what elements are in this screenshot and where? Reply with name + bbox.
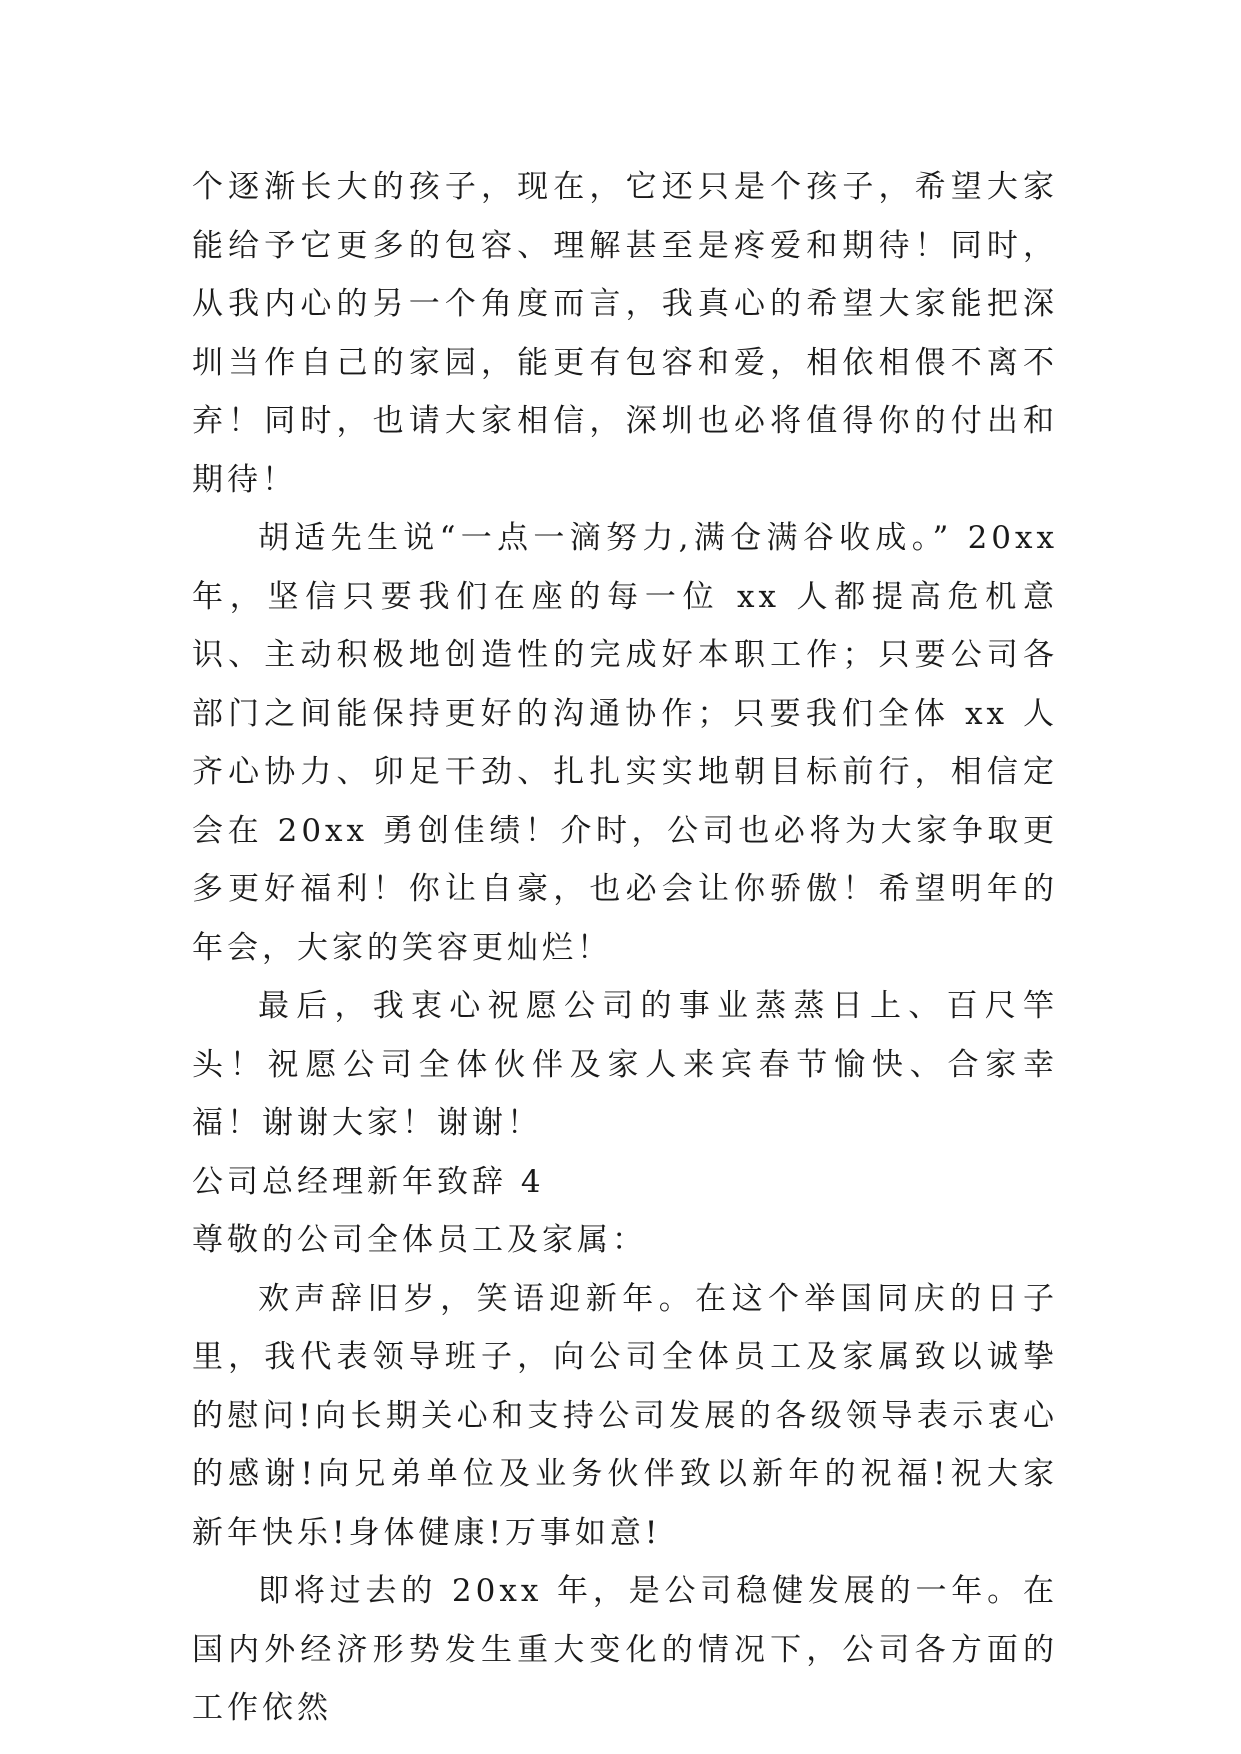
salutation: 尊敬的公司全体员工及家属： <box>192 1222 647 1258</box>
paragraph-closing-wishes: 最后，我衷心祝愿公司的事业蒸蒸日上、百尺竿头！祝愿公司全体伙伴及家人来宾春节愉快、合家幸福！谢谢大家！谢谢！ <box>192 988 1058 1141</box>
paragraph-new-year-greeting: 欢声辞旧岁，笑语迎新年。在这个举国同庆的日子里，我代表领导班子，向公司全体员工及家属致以诚挚的慰问!向长期关心和支持公司发展的各级领导表示衷心的感谢!向兄弟单位及业务伙伴致以新年的祝福!祝大家新年快乐!身体健康!万事如意! <box>192 1280 1058 1551</box>
paragraph-continuation: 个逐渐长大的孩子，现在，它还只是个孩子，希望大家能给予它更多的包容、理解甚至是疼爱和期待！同时，从我内心的另一个角度而言，我真心的希望大家能把深圳当作自己的家园，能更有包容和爱，相依相偎不离不弃！同时，也请大家相信，深圳也必将值得你的付出和期待！ <box>192 169 1058 498</box>
paragraph-year-review: 即将过去的 20xx 年，是公司稳健发展的一年。在国内外经济形势发生重大变化的情况下，公司各方面的工作依然 <box>192 1573 1058 1726</box>
document-body <box>192 158 1058 1738</box>
section-title: 公司总经理新年致辞 4 <box>192 1163 545 1200</box>
paragraph-hushi-quote: 胡适先生说“一点一滴努力,满仓满谷收成。” 20xx 年，坚信只要我们在座的每一位 xx 人都提高危机意识、主动积极地创造性的完成好本职工作；只要公司各部门之间能保持更好的沟通协作；只要我们全体 xx 人齐心协力、卯足干劲、扎扎实实地朝目标前行，相信定会在 20xx 勇创佳绩！介时，公司也必将为大家争取更多更好福利！你让自豪，也必会让你骄傲！希望明年的年会，大家的笑容更灿烂！ <box>192 520 1058 966</box>
